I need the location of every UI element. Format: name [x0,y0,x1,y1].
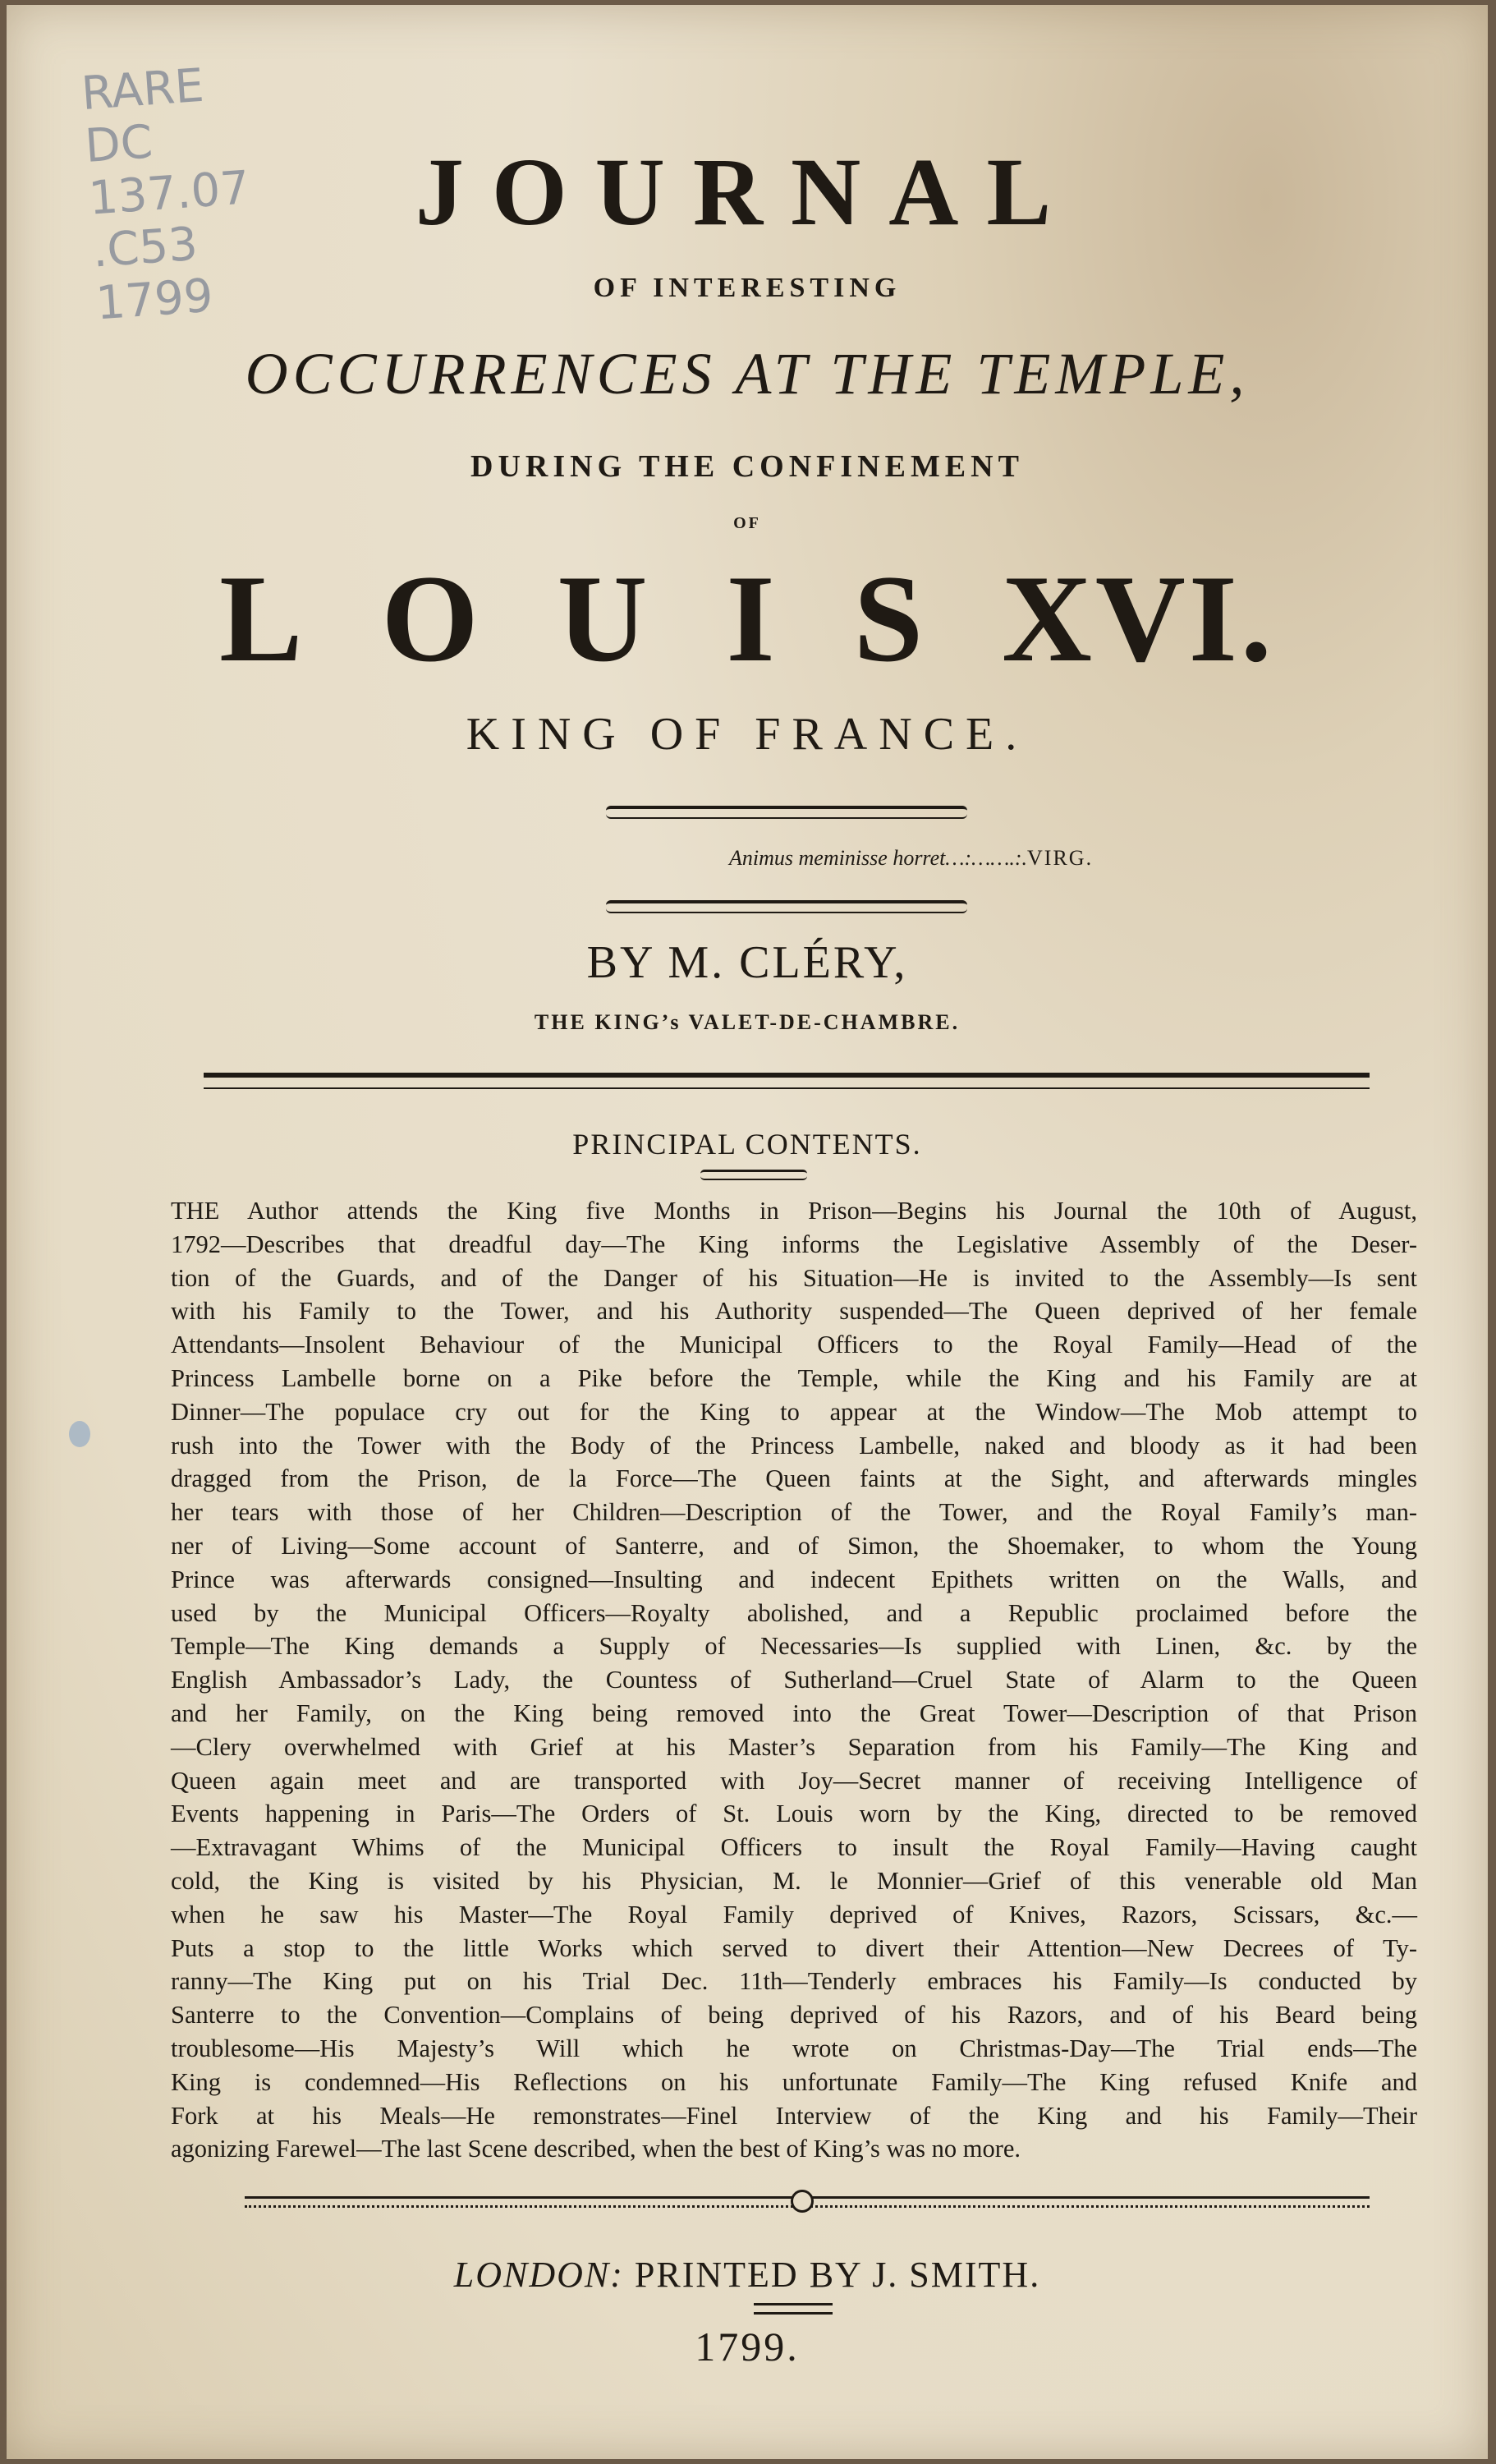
contents-line: Events happening in Paris—The Orders of St. Louis worn by the King, directed to be removed [171,1800,1417,1828]
divider-thick [204,1073,1370,1078]
contents-line: used by the Municipal Officers—Royalty abolished, and a Republic proclaimed before the [171,1598,1417,1627]
contents-line: Princess Lambelle borne on a Pike before the Temple, while the King and his Family are at [171,1363,1417,1392]
contents-line: when he saw his Master—The Royal Family deprived of Knives, Razors, Scissars, &c.— [171,1900,1417,1928]
contents-line: with his Family to the Tower, and his Authority suspended—The Queen deprived of her female [171,1297,1417,1326]
contents-line: and her Family, on the King being removed into the Great Tower—Description of that Prison [171,1699,1417,1727]
contents-line: King is condemned—His Reflections on his unfortunate Family—The King refused Knife and [171,2067,1417,2096]
title-louis [7,547,1488,690]
contents-line: Dinner—The populace cry out for the King to appear at the Window—The Mob attempt to [171,1397,1417,1426]
imprint-printer: PRINTED BY J. SMITH. [634,2255,1041,2295]
contents-line: English Ambassador’s Lady, the Countess of Sutherland—Cruel State of Alarm to the Queen [171,1666,1417,1694]
contents-line: Queen again meet and are transported with Joy—Secret manner of receiving Intelligence of [171,1766,1417,1795]
title-of: OF [733,514,761,532]
contents-line: 1792—Describes that dreadful day—The King informs the Legislative Assembly of the Deser- [171,1230,1417,1258]
author-by-line: BY M. CLÉRY, [586,937,908,988]
contents-line: cold, the King is visited by his Physician, M. le Monnier—Grief of this venerable old Man [171,1866,1417,1895]
contents-line: tion of the Guards, and of the Danger of his Situation—He is invited to the Assembly—Is sent [171,1263,1417,1292]
catalog-mark-line: .C53 [90,217,200,278]
ornamental-rule [606,806,967,819]
contents-line: Temple—The King demands a Supply of Necessaries—Is supplied with Linen, &c. by the [171,1632,1417,1661]
motto [729,846,1093,871]
contents-line: Santerre to the Convention—Complains of being deprived of his Razors, and of his Beard being [171,2001,1417,2030]
motto-dots: …:…….:. [945,846,1028,870]
title-occurrences: OCCURRENCES AT THE TEMPLE, [245,341,1250,407]
contents-line: Puts a stop to the little Works which served to divert their Attention—New Decrees of Ty- [171,1933,1417,1962]
imprint-rule [754,2303,833,2315]
contents-line: her tears with those of her Children—Description of the Tower, and the Royal Family’s man- [171,1498,1417,1527]
divider-thin [204,1087,1370,1089]
motto-source: VIRG. [1027,846,1094,870]
contents-line: ner of Living—Some account of Santerre, and of Simon, the Shoemaker, to whom the Young [171,1531,1417,1560]
title-numeral: XVI. [1002,549,1275,687]
chain-ornament-center [791,2190,814,2213]
contents-line: ranny—The King put on his Trial Dec. 11th—Tenderly embraces his Family—Is conducted by [171,1967,1417,1996]
imprint-year: 1799. [695,2324,800,2370]
catalog-mark-line: DC [83,115,155,173]
contents-line: —Extravagant Whims of the Municipal Officers to insult the Royal Family—Having caught [171,1833,1417,1862]
title-king-of-france: KING OF FRANCE. [466,709,1029,760]
contents-line: Prince was afterwards consigned—Insulting and indecent Epithets written on the Walls, and [171,1565,1417,1593]
catalog-mark-line: 137.07 [86,161,251,226]
motto-text: Animus meminisse horret [729,846,946,870]
contents-line: —Clery overwhelmed with Grief at his Master’s Separation from his Family—The King and [171,1732,1417,1761]
imprint-city: LONDON: [453,2255,624,2295]
small-ornament [700,1170,807,1180]
contents-line: troublesome—His Majesty’s Will which he wrote on Christmas-Day—The Trial ends—The [171,2034,1417,2062]
contents-line: Attendants—Insolent Behaviour of the Municipal Officers to the Royal Family—Head of the [171,1331,1417,1359]
contents-line: agonizing Farewel—The last Scene described, when the best of King’s was no more. [171,2135,1021,2163]
title-louis-name: LOUIS [219,549,1003,687]
contents-heading: PRINCIPAL CONTENTS. [572,1128,922,1161]
imprint-line [7,2254,1488,2296]
author-role: THE KING’s VALET-DE-CHAMBRE. [534,1010,961,1034]
title-journal: JOURNAL [415,138,1080,246]
catalog-mark-line: 1799 [94,269,215,331]
title-during: DURING THE CONFINEMENT [470,449,1024,484]
ink-stain [69,1421,90,1447]
catalog-mark-line: RARE [80,58,206,122]
contents-line: THE Author attends the King five Months in Prison—Begins his Journal the 10th of August, [171,1197,1417,1225]
title-of-interesting: OF INTERESTING [593,273,902,303]
contents-line: Fork at his Meals—He remonstrates—Finel Interview of the King and his Family—Their [171,2101,1417,2130]
ornamental-rule [606,900,967,913]
contents-body [171,1194,1417,2166]
contents-line: dragged from the Prison, de la Force—The Queen faints at the Sight, and afterwards mingles [171,1464,1417,1493]
title-page [7,5,1488,2459]
contents-line: rush into the Tower with the Body of the Princess Lambelle, naked and bloody as it had been [171,1431,1417,1460]
